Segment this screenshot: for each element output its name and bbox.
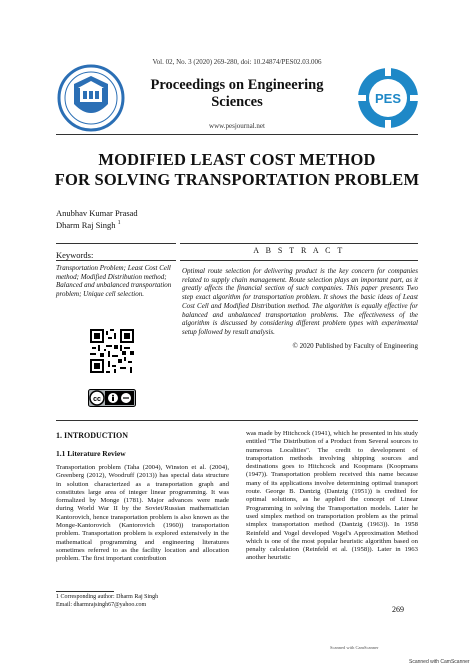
section-heading-introduction: 1. INTRODUCTION [56, 431, 129, 440]
journal-url[interactable]: www.pesjournal.net [209, 122, 265, 130]
cc-license-badge[interactable] [88, 389, 136, 407]
scanner-watermark: Scanned with CamScanner [409, 659, 470, 665]
header-rule [56, 134, 418, 135]
footnote-rule [56, 591, 114, 592]
cc-label: cc [93, 396, 101, 403]
author-footnote-mark: 1 [117, 220, 121, 226]
footnote-author: 1 Corresponding author: Dharm Raj Singh [56, 594, 159, 600]
page-number: 269 [392, 605, 404, 614]
abstract-rule-top [180, 243, 418, 244]
body-rule [56, 420, 418, 421]
scanner-watermark-small: Scanned with CamScanner [330, 645, 379, 650]
keywords-rule [56, 243, 176, 244]
journal-name: Proceedings on Engineering Sciences [150, 77, 324, 110]
author-2: Dharm Raj Singh [56, 219, 116, 230]
body-text-left-column: Transportation problem (Taha (2004), Winston et al. (2004), Greenberg (2012), Woodruff (2013)) has special data structure in solution characterized as a transportation graph and constitutes large area of integer linear programming. It was formalized by Monge (1781). Major advances were made during World War II by the Soviet/Russian mathematician Kantorovich, hence transportation problem is also known as the Monge-Kantorovich (Kantorovich (1960)) transportation problem. Transportation problem is explored extensively in the mathematical programming and engineering literatures sometimes referred to as the facility location and allocation problem. The first important contribution [56, 464, 229, 563]
title-line-2: FOR SOLVING TRANSPORTATION PROBLEM [54, 170, 420, 189]
abstract-rule-mid [180, 260, 418, 261]
keywords-subrule [56, 260, 176, 261]
paper-title [40, 150, 434, 190]
footnote [56, 594, 158, 609]
abstract-heading: A B S T R A C T [253, 246, 345, 255]
pes-logo [356, 66, 420, 130]
copyright-notice: © 2020 Published by Faculty of Engineering [292, 342, 418, 350]
pes-logo-text: PES [374, 91, 402, 106]
footnote-email: Email: dharmrajsingh67@yahoo.com [56, 601, 147, 608]
volume-info: Vol. 02, No. 3 (2020) 269-280, doi: 10.24874/PES02.03.006 [152, 58, 322, 66]
body-text-right-column: was made by Hitchcock (1941), which he presented in his study entitled "The Distribution of a Product from Several sources to numerous Localities". The credit to development of transportation methods involving shipping sources and destinations goes to Hitchcock and Koopmans (Koopmans (1947)). Transportation problem received this name because many of its applications involve determining optimal transport route. George B. Dantzig (Dantzig (1951)) is credited for optimal solutions, as he applied the concept of Linear Programming in solving the Transportation models. Later he used simplex method on transportation problem as the primal simplex transportation method (Dantzig (1963)). In 1958 Reinfeld and Vogel developed Vogel's Approximation Method which is one of the most popular heuristic algorithm based on penalty calculation (Reinfeld et al. (1958)). Later in 1963 another heuristic [246, 430, 418, 562]
author-1: Anubhav Kumar Prasad [56, 208, 138, 218]
keywords-text: Transportation Problem; Least Cost Cell method; Modified Distribution method; Balanced and unbalanced transportation problem; Unique cell selection. [56, 264, 172, 298]
author-2-row [56, 218, 138, 230]
qr-code[interactable] [90, 329, 134, 373]
author-list [56, 208, 138, 230]
abstract-text: Optimal route selection for delivering product is the key concern for companies related to supply chain management. Route selection plays an important part, as it greatly affects the financial section of such companies. This paper presents Two step exact algorithm for transportation problem. It shows the basic ideas of Least Cost Cell and Modified Distribution method. The algorithm is equally effective for balanced and unbalanced transportation problems. The effectiveness of the algorithm is discussed by considering different problem types with experimental setup followed by result analysis. [182, 267, 418, 336]
keywords-label: Keywords: [56, 250, 94, 260]
university-crest-logo [56, 64, 126, 132]
title-line-1: MODIFIED LEAST COST METHOD [98, 150, 376, 169]
subsection-heading-literature-review: 1.1 Literature Review [56, 449, 126, 458]
